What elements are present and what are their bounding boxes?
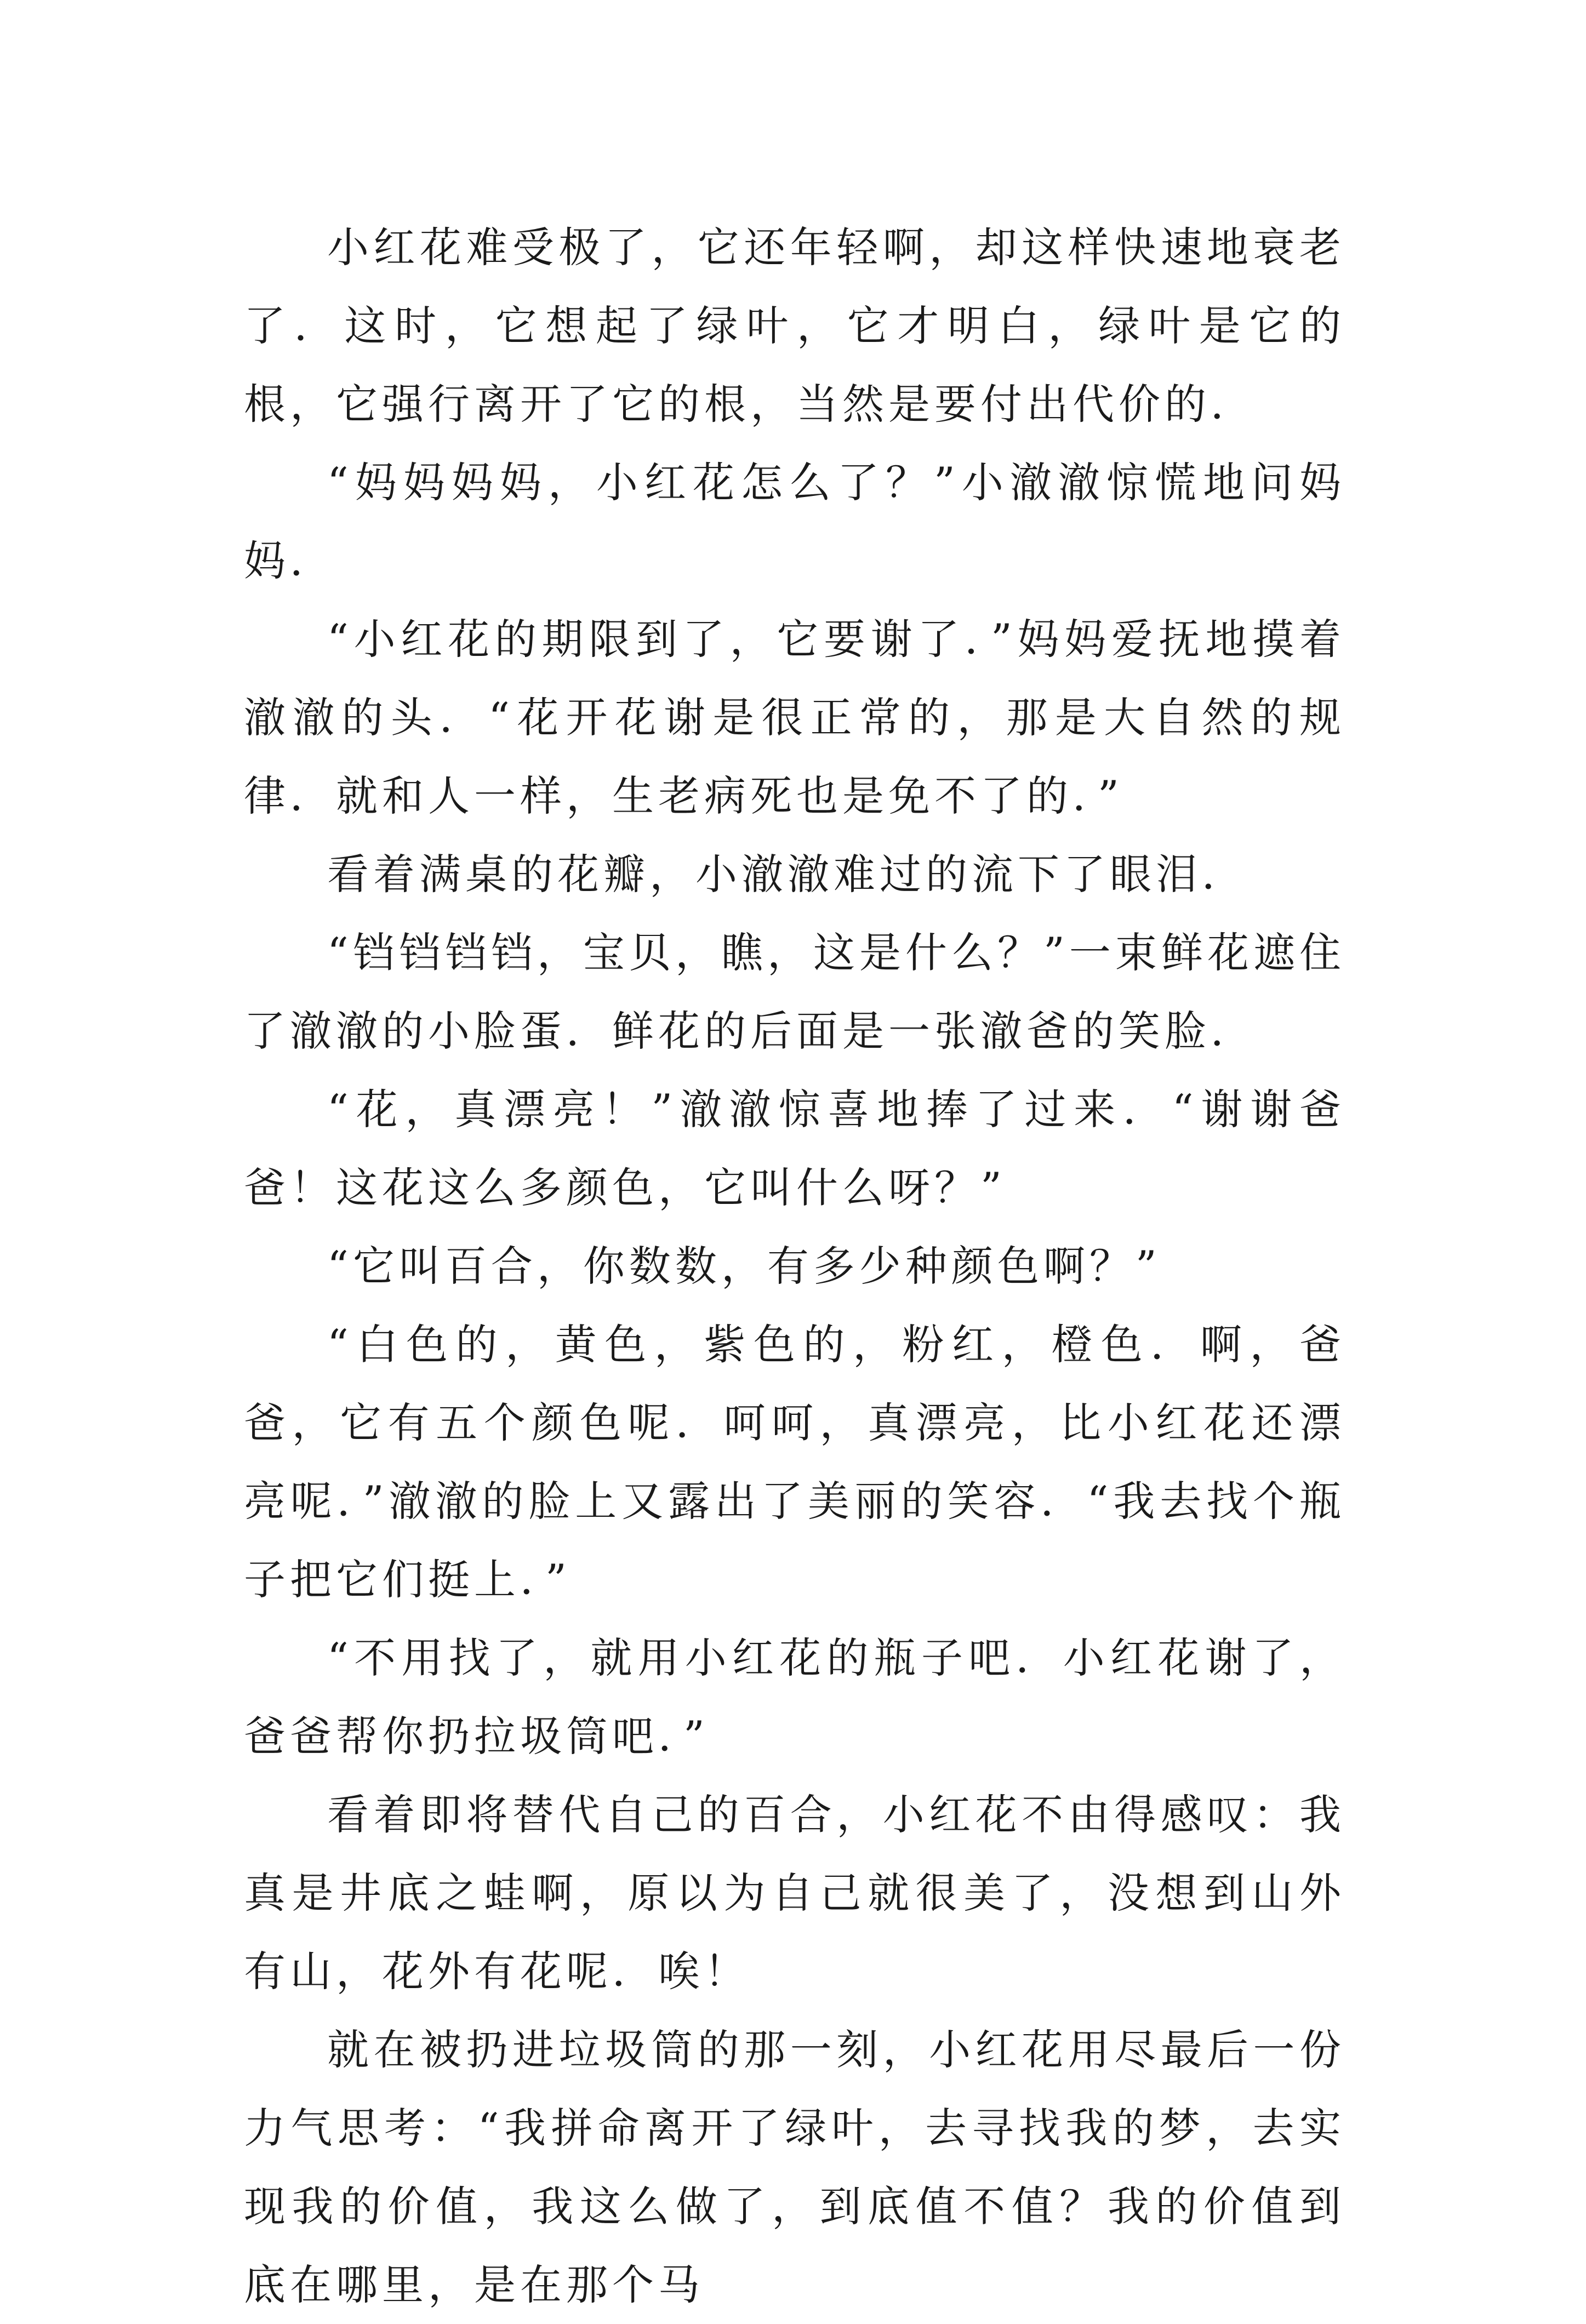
paragraph-2: “妈妈妈妈，小红花怎么了？”小澈澈惊慌地问妈妈． bbox=[244, 458, 1345, 585]
paragraph-10: 看着即将替代自己的百合，小红花不由得感叹：我真是井底之蛙啊，原以为自己就很美了，没想到山外有山，花外有花呢．唉！ bbox=[244, 1790, 1345, 1996]
paragraph-9: “不用找了，就用小红花的瓶子吧．小红花谢了，爸爸帮你扔拉圾筒吧．” bbox=[244, 1634, 1345, 1761]
paragraph-1: 小红花难受极了，它还年轻啊，却这样快速地衰老了．这时，它想起了绿叶，它才明白，绿叶是它的根，它强行离开了它的根，当然是要付出代价的． bbox=[244, 223, 1345, 429]
paragraph-5: “铛铛铛铛，宝贝，瞧，这是什么？”一束鲜花遮住了澈澈的小脸蛋．鲜花的后面是一张澈爸的笑脸． bbox=[244, 928, 1345, 1055]
paragraph-8: “白色的，黄色，紫色的，粉红，橙色．啊，爸爸，它有五个颜色呢．呵呵，真漂亮，比小红花还漂亮呢．”澈澈的脸上又露出了美丽的笑容．“我去找个瓶子把它们挺上．” bbox=[244, 1320, 1345, 1604]
paragraph-7: “它叫百合，你数数，有多少种颜色啊？” bbox=[327, 1242, 1161, 1291]
paragraph-11: 就在被扔进垃圾筒的那一刻，小红花用尽最后一份力气思考：“我拼命离开了绿叶，去寻找我的梦，去实现我的价值，我这么做了，到底值不值？我的价值到底在哪里，是在那个马 bbox=[244, 2025, 1345, 2309]
paragraph-4: 看着满桌的花瓣，小澈澈难过的流下了眼泪． bbox=[327, 850, 1248, 899]
paragraph-6: “花，真漂亮！”澈澈惊喜地捧了过来．“谢谢爸爸！这花这么多颜色，它叫什么呀？” bbox=[244, 1085, 1345, 1212]
story-text-body bbox=[244, 208, 1345, 2324]
paragraph-3: “小红花的期限到了，它要谢了．”妈妈爱抚地摸着澈澈的头．“花开花谢是很正常的，那是大自然的规律．就和人一样，生老病死也是免不了的．” bbox=[244, 615, 1345, 820]
